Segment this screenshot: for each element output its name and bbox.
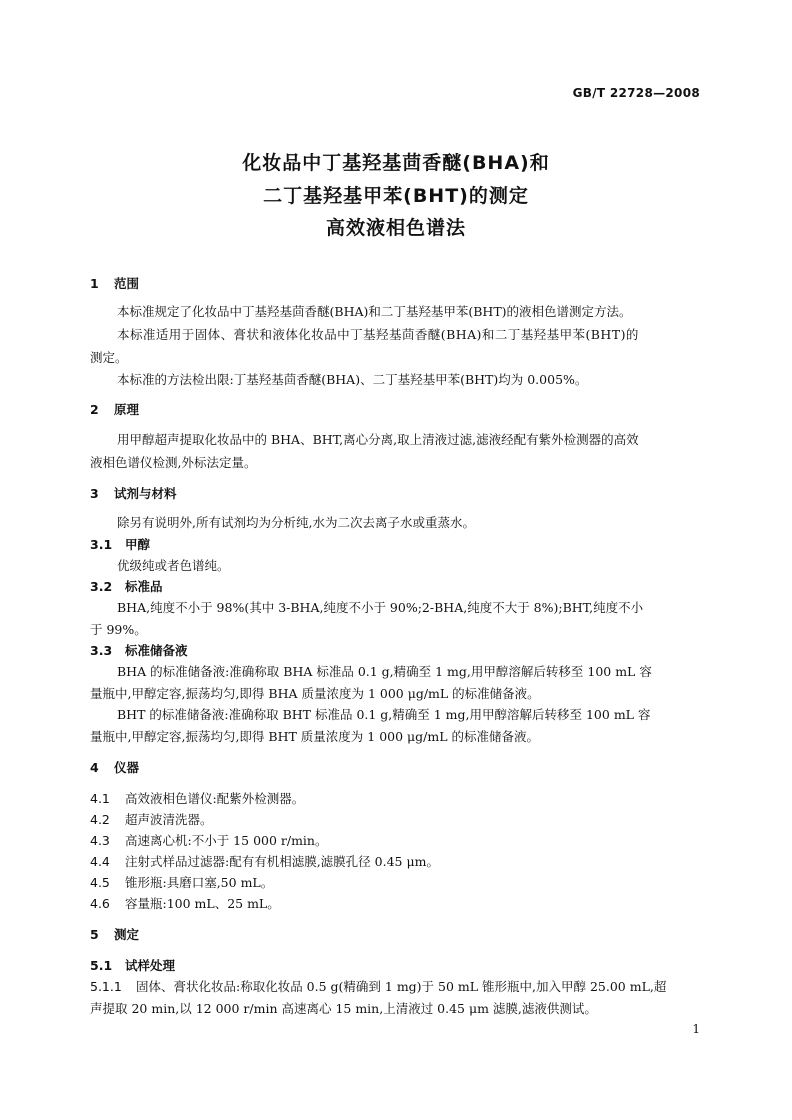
paragraph: 本标准规定了化妆品中丁基羟基茴香醚(BHA)和二丁基羟基甲苯(BHT)的液相色谱测定方法。 bbox=[117, 304, 632, 319]
section-number: 2 bbox=[90, 402, 99, 417]
section-number: 3 bbox=[90, 486, 99, 501]
subsection-5-1-heading bbox=[90, 957, 704, 975]
paragraph-continuation: 量瓶中,甲醇定容,振荡均匀,即得 BHA 质量浓度为 1 000 μg/mL 的标准储备液。 bbox=[90, 686, 540, 701]
paragraph: BHA,纯度不小于 98%(其中 3-BHA,纯度不小于 90%;2-BHA,纯度不大于 8%);BHT,纯度不小 bbox=[117, 600, 644, 615]
item-text: 超声波清洗器。 bbox=[125, 812, 213, 827]
paragraph-continuation: 于 99%。 bbox=[90, 622, 147, 637]
list-item bbox=[90, 832, 704, 850]
paragraph-continuation: 液相色谱仪检测,外标法定量。 bbox=[90, 455, 257, 470]
subsection-number: 3.1 bbox=[90, 537, 113, 552]
section-number: 4 bbox=[90, 760, 99, 775]
clause-number: 5.1.1 bbox=[90, 979, 122, 994]
clause-text: 固体、膏状化妆品:称取化妆品 0.5 g(精确到 1 mg)于 50 mL 锥形瓶中,加入甲醇 25.00 mL,超 bbox=[136, 979, 667, 994]
item-text: 锥形瓶:具磨口塞,50 mL。 bbox=[125, 875, 274, 890]
paragraph-continuation: 量瓶中,甲醇定容,振荡均匀,即得 BHT 质量浓度为 1 000 μg/mL 的标准储备液。 bbox=[90, 729, 539, 744]
section-title: 原理 bbox=[114, 402, 140, 417]
item-text: 容量瓶:100 mL、25 mL。 bbox=[125, 896, 280, 911]
list-item bbox=[90, 811, 704, 829]
paragraph: 本标准适用于固体、膏状和液体化妆品中丁基羟基茴香醚(BHA)和二丁基羟基甲苯(BHT)的 bbox=[117, 327, 639, 342]
subsection-title: 甲醇 bbox=[125, 537, 151, 552]
item-text: 注射式样品过滤器:配有有机相滤膜,滤膜孔径 0.45 μm。 bbox=[125, 854, 439, 869]
list-item bbox=[90, 853, 704, 871]
subsection-number: 5.1 bbox=[90, 958, 113, 973]
document-title-line-2: 二丁基羟基甲苯(BHT)的测定 bbox=[263, 185, 529, 207]
section-title: 仪器 bbox=[114, 760, 140, 775]
section-1-heading bbox=[90, 275, 704, 293]
section-number: 1 bbox=[90, 276, 99, 291]
subsection-title: 试样处理 bbox=[125, 958, 176, 973]
page-number: 1 bbox=[692, 1022, 700, 1036]
subsection-3-3-heading bbox=[90, 642, 704, 660]
section-number: 5 bbox=[90, 927, 99, 942]
document-title-line-3: 高效液相色谱法 bbox=[325, 217, 466, 239]
section-title: 测定 bbox=[114, 927, 140, 942]
list-item bbox=[90, 895, 704, 913]
item-number: 4.2 bbox=[90, 812, 110, 827]
item-number: 4.5 bbox=[90, 875, 110, 890]
paragraph: 用甲醇超声提取化妆品中的 BHA、BHT,离心分离,取上清液过滤,滤液经配有紫外检测器的高效 bbox=[117, 432, 639, 447]
item-number: 4.3 bbox=[90, 833, 110, 848]
paragraph: 除另有说明外,所有试剂均为分析纯,水为二次去离子水或重蒸水。 bbox=[117, 515, 475, 530]
standard-code: GB/T 22728—2008 bbox=[572, 86, 700, 100]
paragraph: BHT 的标准储备液:准确称取 BHT 标准品 0.1 g,精确至 1 mg,用甲醇溶解后转移至 100 mL 容 bbox=[117, 707, 651, 722]
paragraph: 优级纯或者色谱纯。 bbox=[117, 558, 230, 573]
list-item bbox=[90, 790, 704, 808]
paragraph-continuation: 声提取 20 min,以 12 000 r/min 高速离心 15 min,上清液过 0.45 μm 滤膜,滤液供测试。 bbox=[90, 1001, 597, 1016]
item-text: 高效液相色谱仪:配紫外检测器。 bbox=[125, 791, 305, 806]
section-3-heading bbox=[90, 485, 704, 503]
subsection-title: 标准储备液 bbox=[125, 643, 188, 658]
item-text: 高速离心机:不小于 15 000 r/min。 bbox=[125, 833, 328, 848]
section-4-heading bbox=[90, 759, 704, 777]
subsection-3-1-heading bbox=[90, 536, 704, 554]
section-5-heading bbox=[90, 926, 704, 944]
document-title-line-1: 化妆品中丁基羟基茴香醚(BHA)和 bbox=[242, 152, 550, 174]
subsection-title: 标准品 bbox=[125, 579, 163, 594]
list-item bbox=[90, 874, 704, 892]
section-title: 试剂与材料 bbox=[114, 486, 177, 501]
paragraph bbox=[90, 978, 704, 996]
section-2-heading bbox=[90, 401, 704, 419]
paragraph: 本标准的方法检出限:丁基羟基茴香醚(BHA)、二丁基羟基甲苯(BHT)均为 0.005%。 bbox=[117, 372, 588, 387]
subsection-number: 3.3 bbox=[90, 643, 113, 658]
subsection-number: 3.2 bbox=[90, 579, 113, 594]
item-number: 4.4 bbox=[90, 854, 110, 869]
paragraph-continuation: 测定。 bbox=[90, 350, 128, 365]
paragraph: BHA 的标准储备液:准确称取 BHA 标准品 0.1 g,精确至 1 mg,用甲醇溶解后转移至 100 mL 容 bbox=[117, 664, 652, 679]
item-number: 4.6 bbox=[90, 896, 110, 911]
subsection-3-2-heading bbox=[90, 578, 704, 596]
section-title: 范围 bbox=[114, 276, 140, 291]
item-number: 4.1 bbox=[90, 791, 110, 806]
